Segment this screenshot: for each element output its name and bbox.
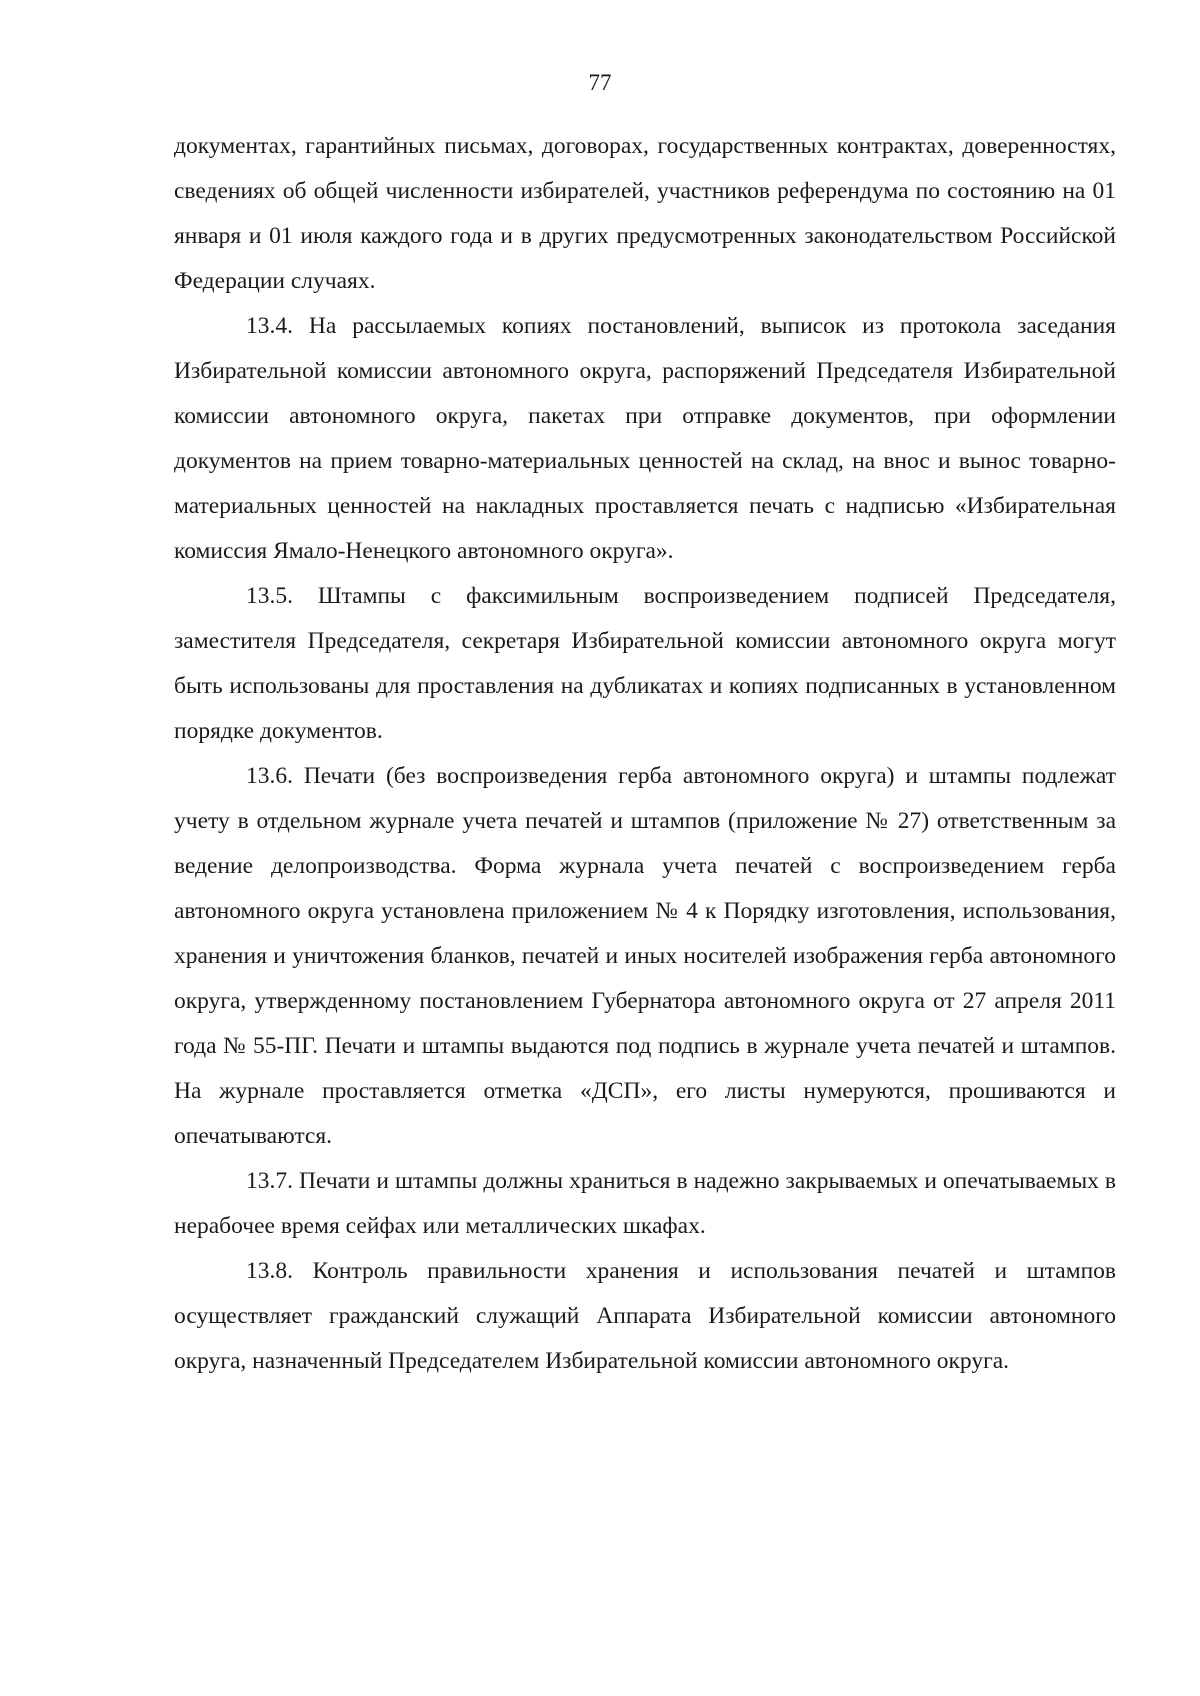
paragraph-13-8: 13.8. Контроль правильности хранения и использования печатей и штампов осуществляет гражданский служащий Аппарата Избирательной комиссии автономного округа, назначенный Председателем Избирательной комиссии автономного округа.: [174, 1258, 1116, 1374]
paragraph-continuation: документах, гарантийных письмах, договорах, государственных контрактах, доверенностях, сведениях об общей численности избирателей, участников референдума по состоянию на 01 января и 01 июля каждого года и в других предусмотренных законодательством Российской Федерации случаях.: [174, 133, 1116, 294]
paragraph-13-4: 13.4. На рассылаемых копиях постановлений, выписок из протокола заседания Избирательной комиссии автономного округа, распоряжений Председателя Избирательной комиссии автономного округа, пакетах при отправке документов, при оформлении документов на прием товарно-материальных ценностей на склад, на внос и вынос товарно-материальных ценностей на накладных проставляется печать с надписью «Избирательная комиссия Ямало-Ненецкого автономного округа».: [174, 313, 1116, 564]
page-number: 77: [588, 70, 612, 95]
paragraph-13-6: 13.6. Печати (без воспроизведения герба автономного округа) и штампы подлежат учету в отдельном журнале учета печатей и штампов (приложение № 27) ответственным за ведение делопроизводства. Форма журнала учета печатей с воспроизведением герба автономного округа установлена приложением № 4 к Порядку изготовления, использования, хранения и уничтожения бланков, печатей и иных носителей изображения герба автономного округа, утвержденному постановлением Губернатора автономного округа от 27 апреля 2011 года № 55-ПГ. Печати и штампы выдаются под подпись в журнале учета печатей и штампов. На журнале проставляется отметка «ДСП», его листы нумеруются, прошиваются и опечатываются.: [174, 763, 1116, 1149]
paragraph-13-7: 13.7. Печати и штампы должны храниться в надежно закрываемых и опечатываемых в нерабочее время сейфах или металлических шкафах.: [174, 1168, 1116, 1239]
paragraph-13-5: 13.5. Штампы с факсимильным воспроизведением подписей Председателя, заместителя Председателя, секретаря Избирательной комиссии автономного округа могут быть использованы для проставления на дубликатах и копиях подписанных в установленном порядке документов.: [174, 583, 1116, 744]
document-body: [174, 124, 1116, 1384]
